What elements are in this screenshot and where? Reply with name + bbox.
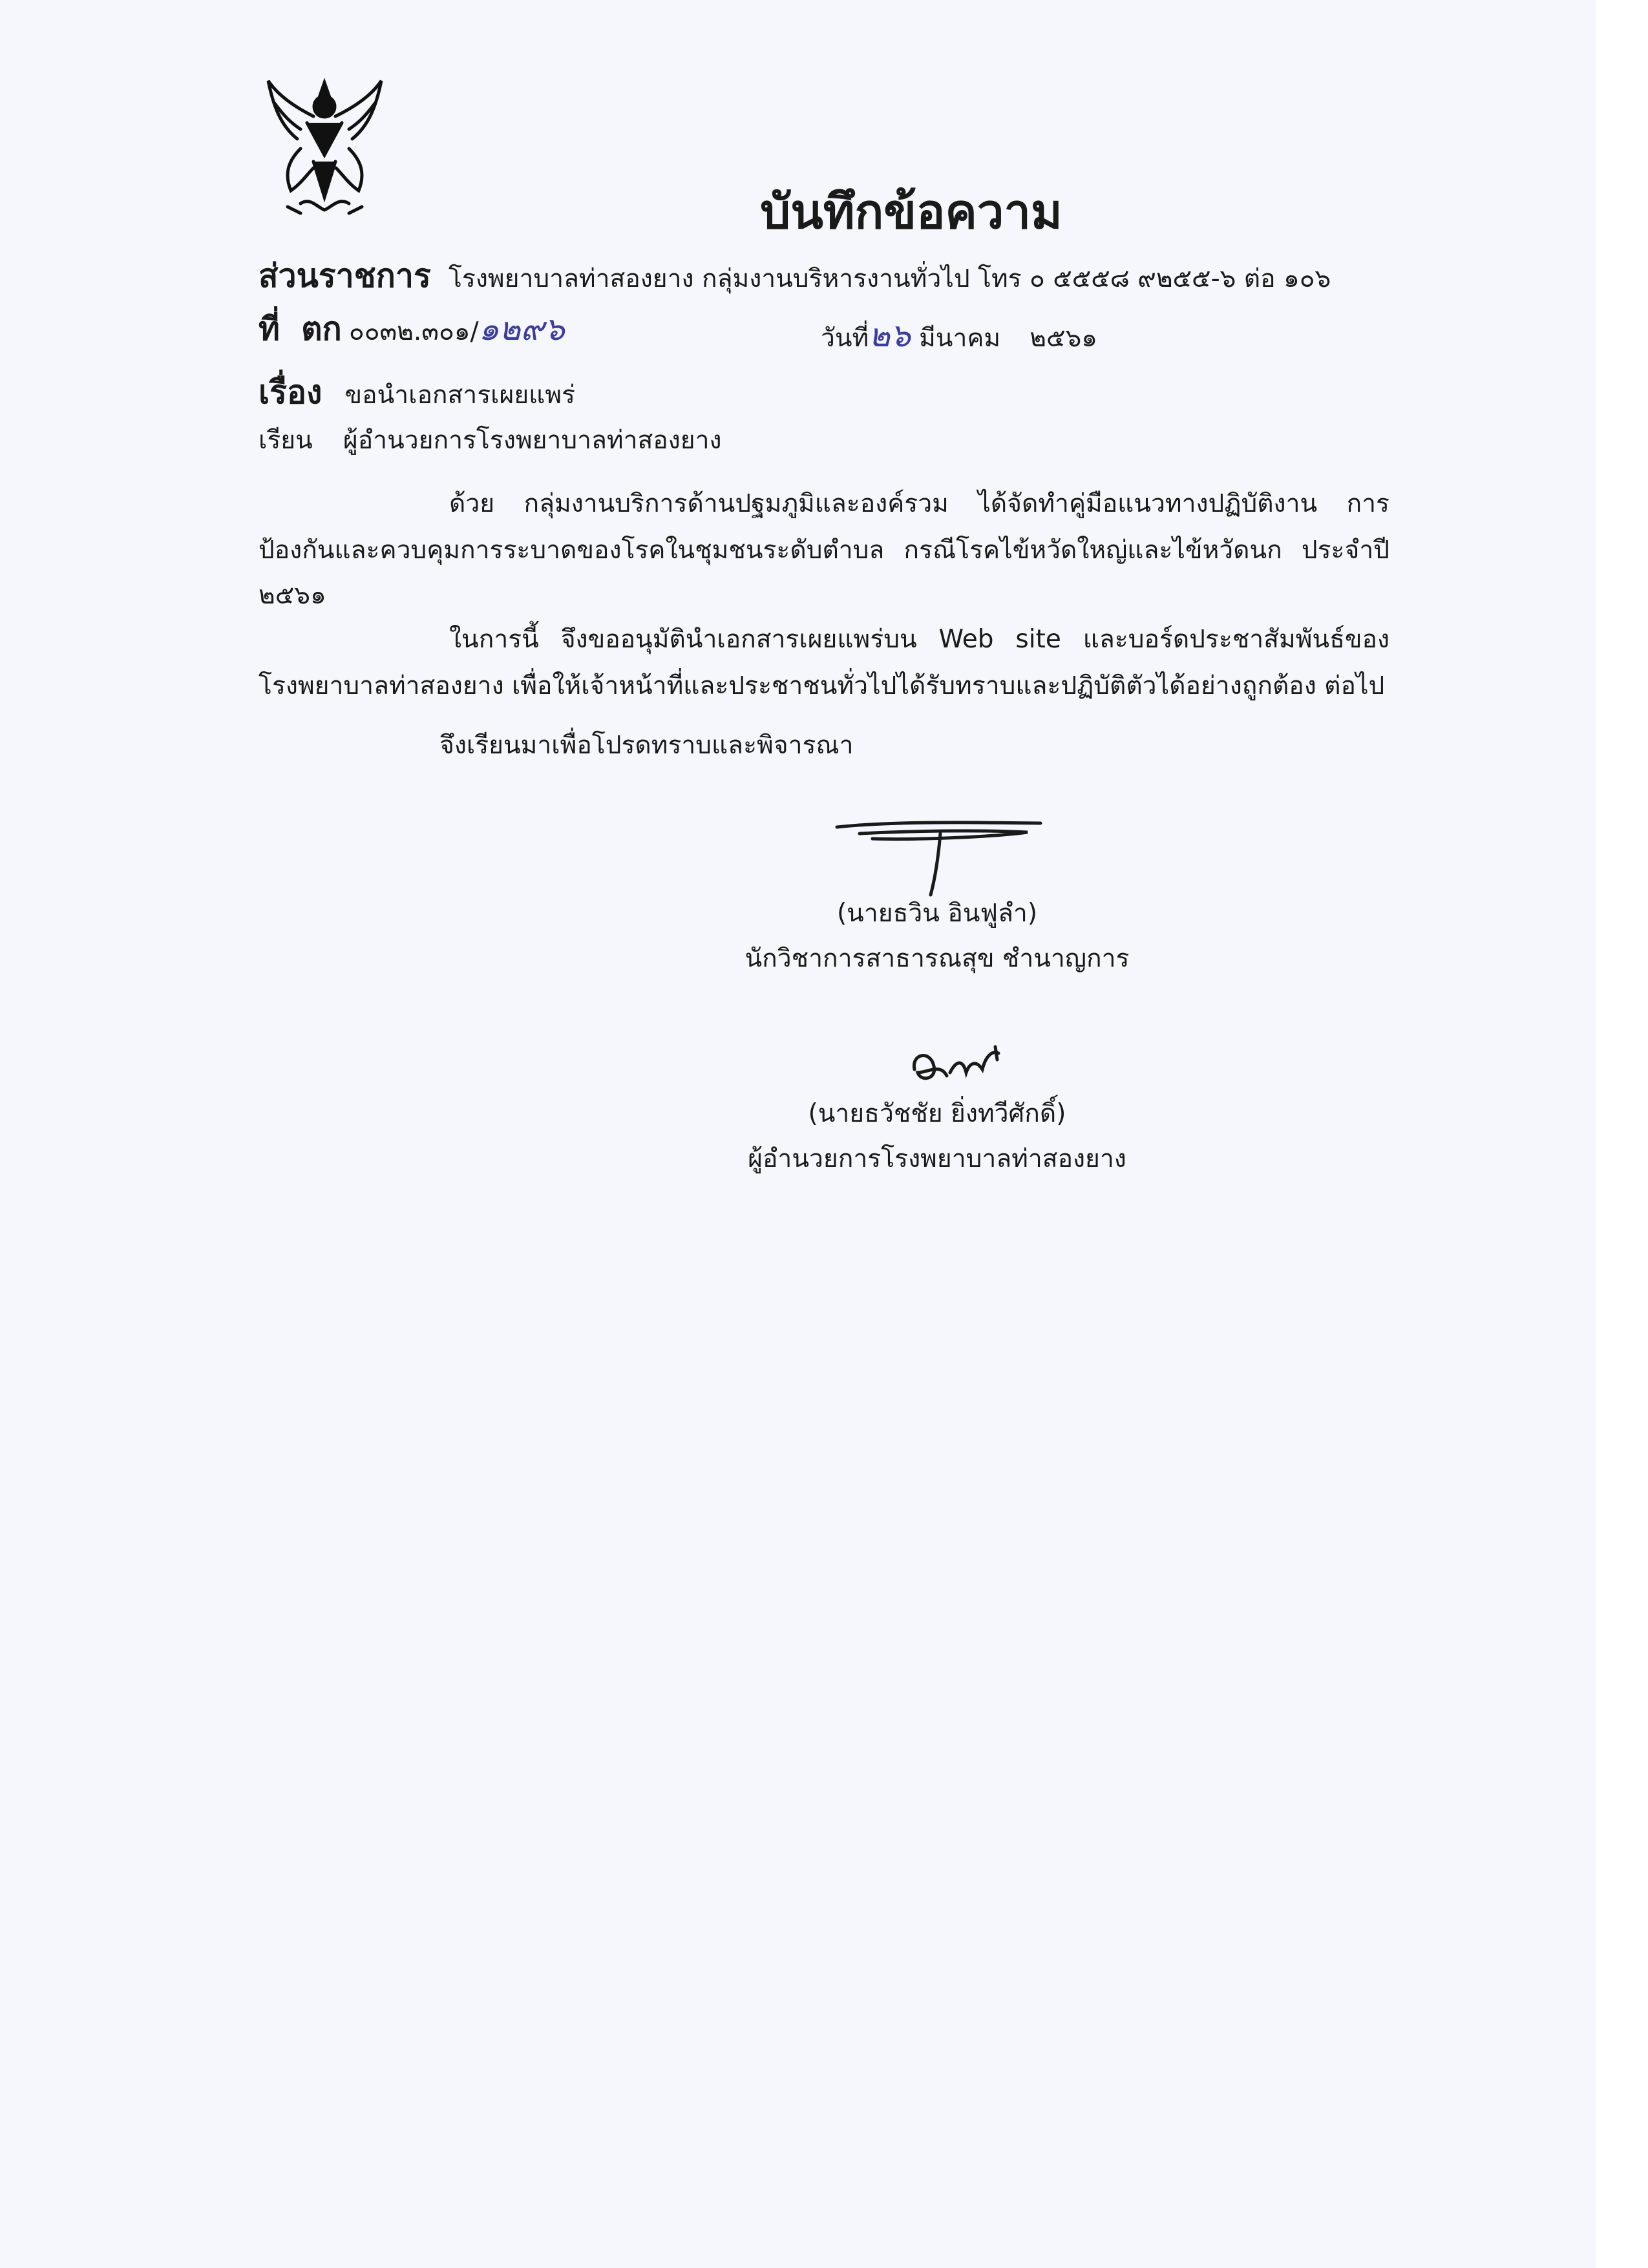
to-label: เรียน [259, 426, 313, 455]
ref-number: ๐๐๓๒.๓๐๑/ [348, 317, 479, 346]
body-p1-line3: ๒๕๖๑ [259, 581, 326, 610]
body-p2-line2: โรงพยาบาลท่าสองยาง เพื่อให้เจ้าหน้าที่และประชาชนทั่วไปได้รับทราบและปฏิบัติตัวได้อย่างถูกต้อง ต่อไป [259, 671, 1385, 700]
body-p1-line1: ด้วย กลุ่มงานบริการด้านปฐมภูมิและองค์รวม ได้จัดทำคู่มือแนวทางปฏิบัติงาน การ [449, 489, 1389, 518]
signatory-1-position: นักวิชาการสาธารณสุข ชำนาญการ [745, 944, 1130, 973]
date-day-handwritten: ๒๖ [869, 317, 911, 354]
page-right-edge [1596, 0, 1648, 2268]
date-month: มีนาคม [919, 324, 1001, 353]
signature-1-mark [834, 814, 1053, 898]
subject-label: เรื่อง [259, 373, 322, 411]
agency-label: ส่วนราชการ [259, 257, 431, 295]
ref-handwritten-number: ๑๒๙๖ [478, 310, 565, 348]
closing-line: จึงเรียนมาเพื่อโปรดทราบและพิจารณา [439, 731, 854, 760]
signatory-2-name: (นายธวัชชัย ยิ่งทวีศักดิ์) [808, 1099, 1066, 1128]
body-p2-line1: ในการนี้ จึงขออนุมัตินำเอกสารเผยแพร่บน Web site และบอร์ดประชาสัมพันธ์ของ [449, 625, 1389, 654]
memo-title: บันทึกข้อความ [760, 184, 1062, 240]
to-value: ผู้อำนวยการโรงพยาบาลท่าสองยาง [343, 426, 722, 455]
body-p1-line2: ป้องกันและควบคุมการระบาดของโรคในชุมชนระดับตำบล กรณีโรคไข้หวัดใหญ่และไข้หวัดนก ประจำปี [259, 536, 1389, 565]
date-label: วันที่ [821, 324, 869, 353]
signatory-1-name: (นายธวิน อินฟูลำ) [836, 899, 1038, 928]
signature-2-mark [902, 1044, 1031, 1095]
ref-prefix-label: ตก [301, 310, 342, 348]
agency-value: โรงพยาบาลท่าสองยาง กลุ่มงานบริหารงานทั่วไป โทร ๐ ๕๕๕๘ ๙๒๕๕-๖ ต่อ ๑๐๖ [448, 264, 1331, 293]
ref-label: ที่ [259, 310, 280, 348]
subject-value: ขอนำเอกสารเผยแพร่ [344, 381, 575, 410]
date-year: ๒๕๖๑ [1030, 324, 1097, 353]
signatory-2-position: ผู้อำนวยการโรงพยาบาลท่าสองยาง [748, 1144, 1126, 1173]
